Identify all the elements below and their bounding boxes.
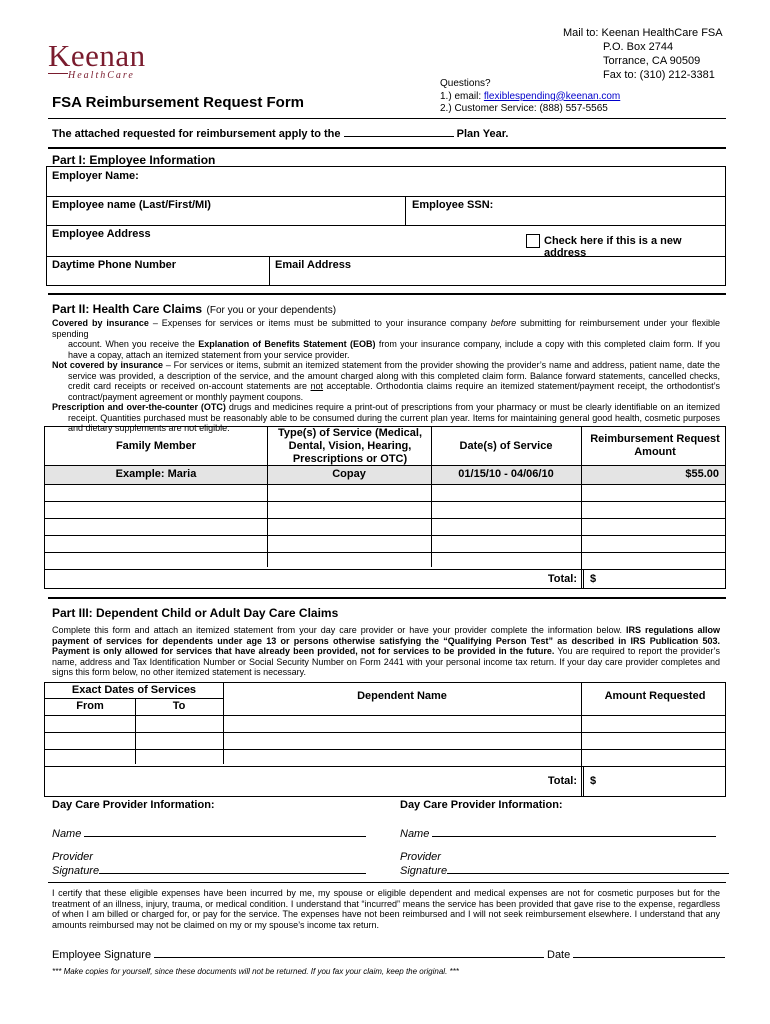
provider-info-right-label: Day Care Provider Information: [400,799,563,811]
email-link[interactable]: flexiblespending@keenan.com [483,90,621,102]
plan-year-suffix: Plan Year. [456,128,509,140]
questions-block [440,78,620,116]
plan-year-line [52,126,508,140]
new-address-checkbox[interactable] [526,234,540,248]
mail-line-2: P.O. Box 2744 [603,41,674,53]
part3-p-a: Complete this form and attach an itemized statement from your day care provider or have your provider complete the information below. [52,625,626,635]
daycare-total-currency: $ [589,775,597,787]
p1-c: account. When you receive the [68,339,199,349]
part2-heading [52,300,336,318]
p3-a: drugs and medicines require a print-out of prescriptions from your pharmacy or must be clearly identifiable on an itemized receipt. Quantities purchased must be reasonably able to be consumed during the current plan year. Items for maintaining general good health, cosmetic purposes and dietary supplements are not eligible. [68,402,720,433]
part2-title: Part II: Health Care Claims [52,302,203,316]
date-row [547,948,725,961]
header-service-type: Type(s) of Service (Medical, Dental, Vision, Hearing, Prescriptions or OTC) [277,426,423,465]
provider-left-provider-label: Provider [52,851,93,863]
new-address-label: Check here if this is a new address [544,235,682,259]
p2-b: acceptable. Orthodontia claims require an itemized statement/payment receipt, the orthodontist’s contract/payment agreement or monthly payment coupons. [68,381,720,402]
employee-signature-row [52,948,544,961]
p1-a: – Expenses for services or items must be submitted to your insurance company [148,318,491,328]
day-care-table [44,682,726,797]
daycare-total-label: Total: [547,775,577,787]
mail-to-block [563,26,723,82]
p2-not: not [310,381,324,391]
p3-bold: Prescription and over-the-counter (OTC) [52,402,226,412]
header-from: From [76,700,104,712]
provider-info-left-label: Day Care Provider Information: [52,799,215,811]
mail-line-3: Torrance, CA 90509 [603,55,701,67]
employee-signature-label: Employee Signature [52,949,152,961]
claims-total-label: Total: [547,572,577,585]
p1-bold: Covered by insurance [52,318,149,328]
provider-right-signature-row [400,851,729,878]
plan-year-field[interactable] [344,126,454,137]
p1-eob: Explanation of Benefits Statement (EOB) [198,339,376,349]
footnote: *** Make copies for yourself, since these documents will not be returned. If you fax your claim, keep the original. *** [52,967,459,976]
claims-total-currency: $ [589,572,597,585]
provider-right-signature-field[interactable] [447,864,729,874]
part2-subtitle: (For you or your dependents) [206,305,337,316]
provider-right-provider-label: Provider [400,851,441,863]
p1-b: submitting for reimbursement under your flexible spending [52,318,720,339]
provider-right-name-label: Name [400,828,430,840]
part3-p-bold: IRS regulations allow payment of services for dependents under age 13 or persons otherwise satisfying the “Qualifying Person Test” as described in IRS Publication 503. Payment is only allowed for services that have already been provided, not for services to be provided in the future. [52,625,721,656]
provider-left-name-field[interactable] [84,827,366,837]
p1-em: before [490,318,517,328]
part1-title: Part I: Employee Information [52,153,216,167]
mail-line-4: Fax to: (310) 212-3381 [603,69,715,81]
logo-sub: HealthCare [68,70,135,81]
date-label: Date [547,949,571,961]
example-amount: $55.00 [685,468,719,480]
provider-right-signature-label: Signature [400,865,448,877]
p2-a: – For services or items, submit an itemized statement from the provider showing the provider’s name and address, patient name, date the service was provided, a description of the service, and the amount charged along with this completed claim form. Balance forward statements, cancelled checks, credit card receipts or received on-account statements are [68,360,720,391]
questions-label: Questions? [440,78,491,89]
email-address-label: Email Address [275,259,352,271]
part3-instructions [52,625,720,678]
employee-name-label: Employee name (Last/First/MI) [52,199,211,211]
customer-service: 2.) Customer Service: (888) 557-5565 [440,103,608,114]
phone-label: Daytime Phone Number [52,259,177,271]
header-reimbursement-amount: Reimbursement Request Amount [590,433,720,458]
p1-d: from your insurance company, include a copy with this completed claim form. If you have a copay, attach an itemized statement from your service provider. [68,339,720,360]
p2-bold: Not covered by insurance [52,360,163,370]
header-exact-dates: Exact Dates of Services [71,684,197,696]
employee-info-table [46,166,726,286]
logo-name: Keenan [48,38,146,73]
header-to: To [172,700,186,712]
provider-right-name-field[interactable] [432,827,716,837]
provider-left-signature-label: Signature [52,865,100,877]
employer-name-label: Employer Name: [52,170,139,182]
plan-year-prefix: The attached requested for reimbursement apply to the [52,128,341,140]
page-title: FSA Reimbursement Request Form [52,94,304,111]
provider-left-signature-row [52,851,366,878]
employee-ssn-label: Employee SSN: [412,199,494,211]
date-field[interactable] [573,948,725,958]
mail-line-1: Mail to: Keenan HealthCare FSA [563,27,723,39]
provider-left-signature-field[interactable] [99,864,366,874]
part2-instructions [52,318,720,434]
keenan-logo [48,40,158,81]
example-service-dates: 01/15/10 - 04/06/10 [458,468,554,480]
header-service-dates: Date(s) of Service [459,439,553,452]
health-claims-table [44,426,726,589]
part3-title: Part III: Dependent Child or Adult Day Care Claims [52,606,339,620]
header-amount-requested: Amount Requested [604,689,706,702]
employee-signature-field[interactable] [154,948,544,958]
example-service-type: Copay [332,468,366,480]
header-family-member: Family Member [115,439,197,452]
header-dependent-name: Dependent Name [357,689,447,702]
certification-text: I certify that these eligible expenses have been incurred by me, my spouse or eligible dependent and medical expenses are not for cosmetic purposes but for the treatment of an illness, injury, trauma, or medical condition. I understand that “incurred” means the service has been provided that gave rise to the expense, regardless of when I am billed or charged for, or pay for the service. The expenses have not been reimbursed and I will not seek reimbursement elsewhere. I understand that any amounts reimbursed may not be claimed on my or my spouse’s income tax return. [52,888,720,930]
provider-left-name-label: Name [52,828,82,840]
part3-p-b: You are required to report the provider’s name, address and Tax Identification Number or Social Security Number on Form 2441 with your personal income tax return. If your day care provider completes and signs this form below, no other itemized statement is necessary. [52,646,720,677]
example-family-member: Example: Maria [115,468,197,480]
email-prefix: 1.) email: [440,90,484,102]
provider-right-name-row [400,827,716,840]
employee-address-label: Employee Address [52,228,151,240]
provider-left-name-row [52,827,366,840]
